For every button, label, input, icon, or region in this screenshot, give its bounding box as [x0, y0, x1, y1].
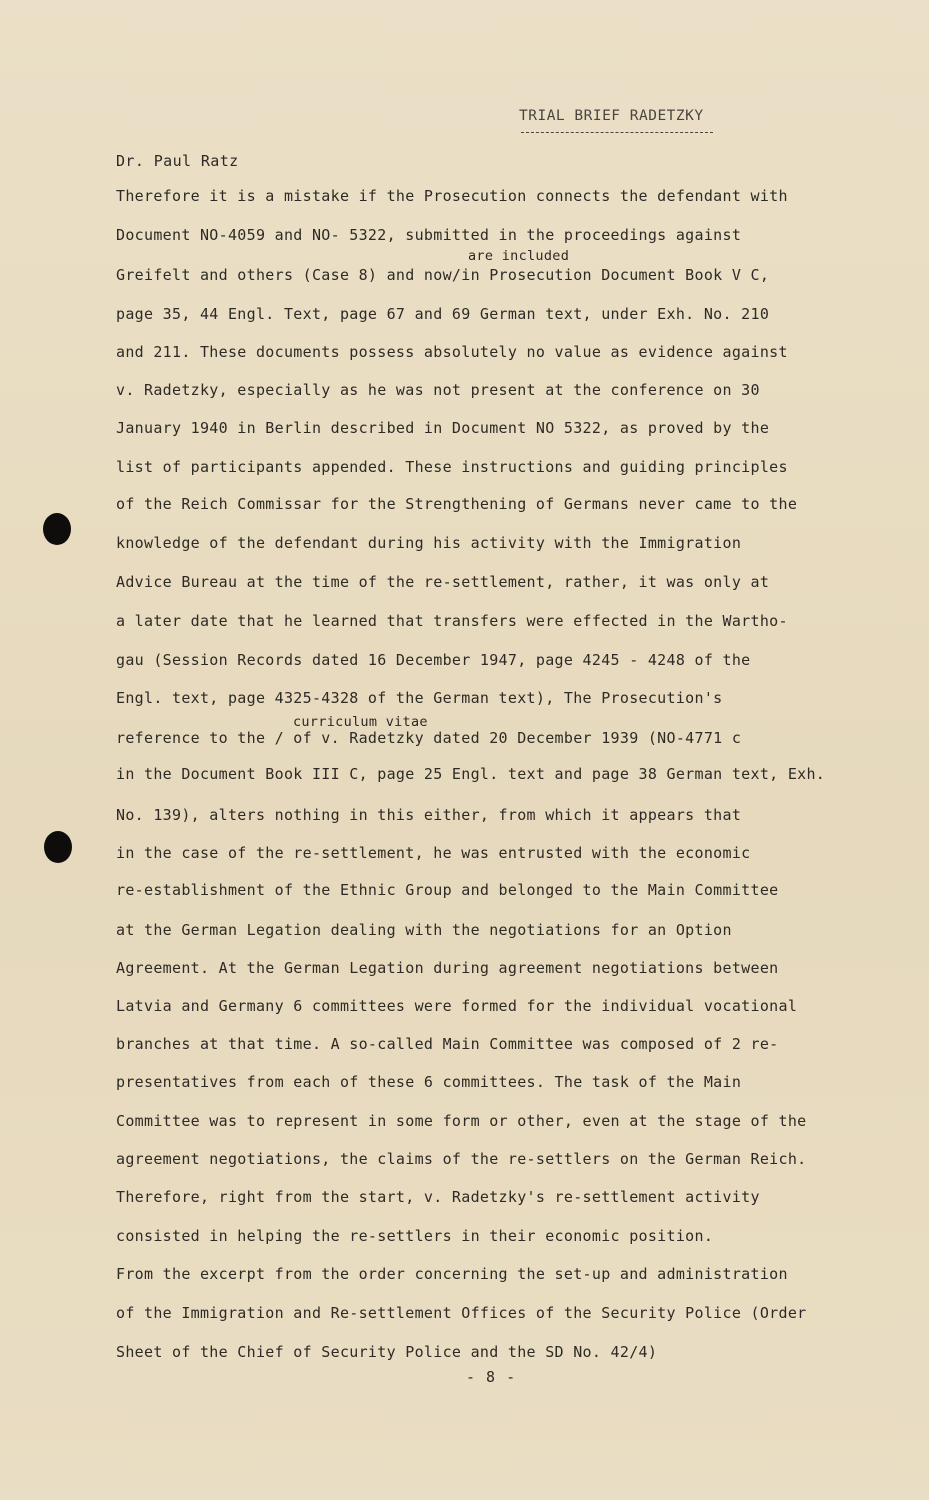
body-line: Therefore, right from the start, v. Radetzky's re-settlement activity	[116, 1188, 760, 1206]
header-underline	[521, 132, 713, 133]
body-line: January 1940 in Berlin described in Document NO 5322, as proved by the	[116, 419, 770, 437]
body-line: Latvia and Germany 6 committees were formed for the individual vocational	[116, 997, 798, 1015]
body-line: list of participants appended. These instructions and guiding principles	[116, 458, 788, 476]
body-line: Engl. text, page 4325-4328 of the German text), The Prosecution's	[116, 689, 723, 707]
interlinear-insertion-curriculum-vitae: curriculum vitae	[293, 714, 428, 730]
body-line: Sheet of the Chief of Security Police and the SD No. 42/4)	[116, 1343, 658, 1361]
body-line: presentatives from each of these 6 committees. The task of the Main	[116, 1073, 742, 1091]
body-line: Advice Bureau at the time of the re-settlement, rather, it was only at	[116, 573, 770, 591]
body-line: branches at that time. A so-called Main Committee was composed of 2 re-	[116, 1035, 779, 1053]
punch-hole-top	[43, 513, 71, 545]
body-line: Agreement. At the German Legation during agreement negotiations between	[116, 959, 779, 977]
body-line: consisted in helping the re-settlers in their economic position.	[116, 1227, 714, 1245]
page-number: - 8 -	[466, 1368, 517, 1386]
body-line: a later date that he learned that transfers were effected in the Wartho-	[116, 612, 788, 630]
body-line: gau (Session Records dated 16 December 1947, page 4245 - 4248 of the	[116, 651, 751, 669]
interlinear-insertion-are-included: are included	[468, 248, 570, 264]
body-line: Committee was to represent in some form or other, even at the stage of the	[116, 1112, 807, 1130]
body-line: in the Document Book III C, page 25 Engl. text and page 38 German text, Exh.	[116, 765, 826, 783]
body-line: reference to the / of v. Radetzky dated 20 December 1939 (NO-4771 c	[116, 729, 742, 747]
body-line: at the German Legation dealing with the negotiations for an Option	[116, 921, 732, 939]
body-line: in the case of the re-settlement, he was entrusted with the economic	[116, 844, 751, 862]
body-line: re-establishment of the Ethnic Group and belonged to the Main Committee	[116, 881, 779, 899]
body-line: Greifelt and others (Case 8) and now/in Prosecution Document Book V C,	[116, 266, 770, 284]
body-line: page 35, 44 Engl. Text, page 67 and 69 German text, under Exh. No. 210	[116, 305, 770, 323]
body-line: Therefore it is a mistake if the Prosecution connects the defendant with	[116, 187, 788, 205]
body-line: v. Radetzky, especially as he was not present at the conference on 30	[116, 381, 760, 399]
body-line: Document NO-4059 and NO- 5322, submitted in the proceedings against	[116, 226, 742, 244]
author-name: Dr. Paul Ratz	[116, 152, 239, 170]
body-line: knowledge of the defendant during his activity with the Immigration	[116, 534, 742, 552]
body-line: agreement negotiations, the claims of the re-settlers on the German Reich.	[116, 1150, 807, 1168]
body-line: and 211. These documents possess absolutely no value as evidence against	[116, 343, 788, 361]
body-line: From the excerpt from the order concerning the set-up and administration	[116, 1265, 788, 1283]
document-header-title: TRIAL BRIEF RADETZKY	[519, 108, 704, 124]
body-line: of the Immigration and Re-settlement Offices of the Security Police (Order	[116, 1304, 807, 1322]
body-line: of the Reich Commissar for the Strengthening of Germans never came to the	[116, 495, 798, 513]
punch-hole-bottom	[44, 831, 72, 863]
body-line: No. 139), alters nothing in this either, from which it appears that	[116, 806, 742, 824]
